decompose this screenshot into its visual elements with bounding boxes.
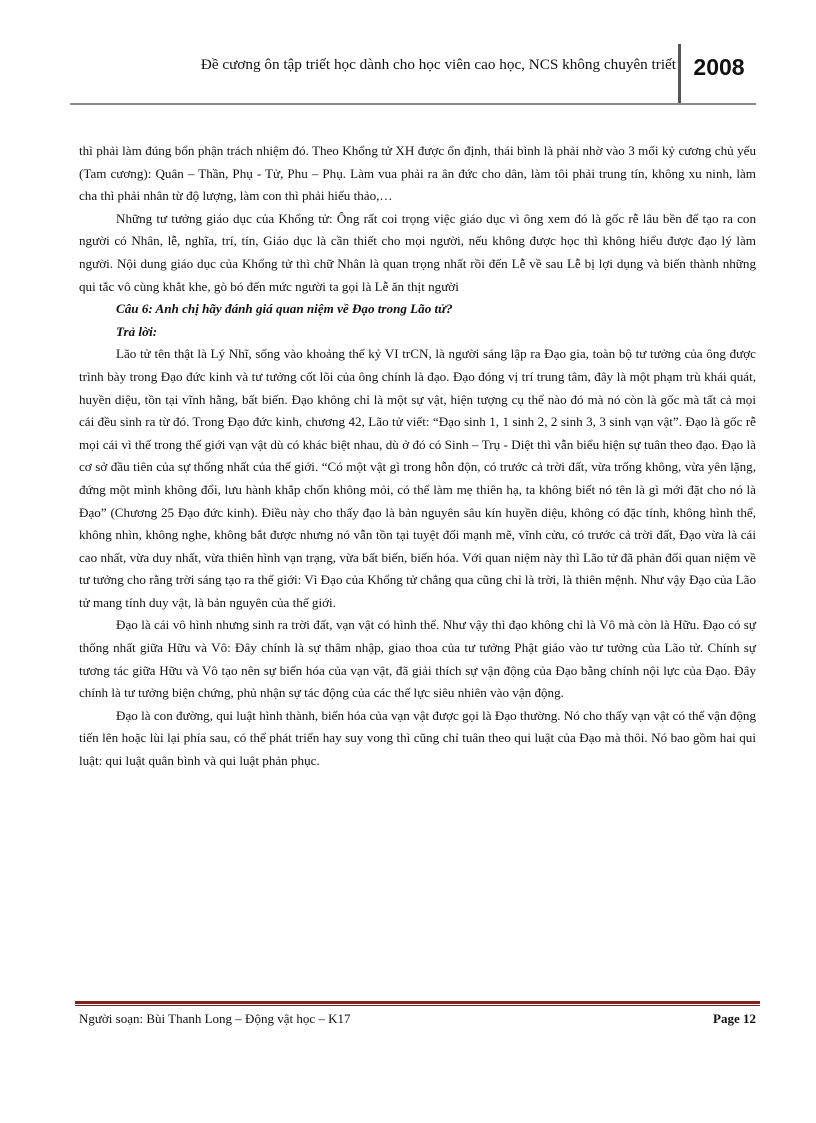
page-content — [79, 140, 756, 773]
header-rule — [70, 103, 756, 105]
paragraph-continuation: thì phải làm đúng bổn phận trách nhiệm đó. Theo Khổng tử XH được ổn định, thái bình là phải nhờ vào 3 mối kỷ cương chủ yếu (Tam cương): Quân – Thần, Phụ - Tử, Phu – Phụ. Làm vua phải ra ân đức cho dân, làm tôi phải trung tín, không xu ninh, làm cha thì phải nhân từ độ lượng, làm con thì phải hiếu thảo,… — [79, 143, 756, 204]
answer-label: Trả lời: — [116, 323, 158, 339]
paragraph-dao-thuong: Đạo là con đường, qui luật hình thành, biến hóa của vạn vật được gọi là Đạo thường. Nó cho thấy vạn vật có thể vận động tiến lên hoặc lùi lại phía sau, có thể phát triển hay suy vong thì cũng chỉ tuân theo qui luật của Đạo mà thôi. Nó bao gồm hai qui luật: qui luật quân bình và qui luật phản phục. — [79, 707, 756, 769]
footer-rule-thick — [75, 1001, 760, 1004]
paragraph-confucius-education: Những tư tưởng giáo dục của Khổng tử: Ông rất coi trọng việc giáo dục vì ông xem đó là gốc rễ lâu bền để tạo ra con người có Nhân, lễ, nghĩa, trí, tín, Giáo dục là cần thiết cho mọi người, nếu không được học thì không hiểu được đạo lý làm người. Nội dung giáo dục của Khổng tử thì chữ Nhân là quan trọng nhất rồi đến Lễ về sau Lễ bị lợi dụng và biến thành những qui tắc vô cùng khắt khe, gò bó đến mức người ta gọi là Lễ ăn thịt người — [79, 210, 756, 294]
header-year: 2008 — [693, 54, 745, 80]
question-heading: Câu 6: Anh chị hãy đánh giá quan niệm về Đạo trong Lão tử? — [116, 301, 453, 317]
paragraph-laozi-intro: Lão tử tên thật là Lý Nhĩ, sống vào khoảng thế kỷ VI trCN, là người sáng lập ra Đạo gia, toàn bộ tư tưởng của ông được trình bày trong Đạo đức kinh và tư tưởng cốt lõi của ông chính là đạo. Đạo đóng vị trí trung tâm, đây là một phạm trù khái quát, huyền diệu, tồn tại vĩnh hằng, bất biến. Đạo không chỉ là một sự vật, hiện tượng cụ thể nào đó mà nó còn là gốc mà tất cả mọi cái đều sinh ra từ đó. Trong Đạo đức kinh, chương 42, Lão tử viết: “Đạo sinh 1, 1 sinh 2, 2 sinh 3, 3 sinh vạn vật”. Đạo là gốc rễ mọi cái vì thế trong thế giới vạn vật dù có khác biệt nhau, dù ở đó có Sinh – Trụ - Diệt thì vẫn biểu hiện sự tuân theo đạo. Đạo là cơ sở đầu tiên của sự thống nhất của thế giới. “Có một vật gì trong hỗn độn, có trước cả trời đất, vừa trống không, vừa yên lặng, đứng một mình không đổi, lưu hành khắp chốn không mỏi, có thể làm mẹ thiên hạ, ta không biết nó tên là gì mới đặt cho nó là Đạo” (Chương 25 Đạo đức kinh). Điều này cho thấy đạo là bản nguyên sâu kín huyền diệu, không có đặc tính, không hình thể, không nhìn, không nghe, không bắt được nhưng nó vẫn tồn tại tuyệt đối mạnh mẽ, vĩnh cửu, có trước cả trời đất, Đạo vừa là cái cao nhất, vừa duy nhất, vừa thiên hình vạn trạng, vừa bất biến, biến hóa. Với quan niệm này thì Lão tử đã phản đối quan niệm về tư tưởng cho rằng trời sáng tạo ra thế giới: Vì Đạo của Khổng tử chẳng qua cũng chỉ là trời, là thiên mệnh. Như vậy Đạo của Lão tử mang tính duy vật, là bản nguyên của thế giới. — [79, 346, 756, 610]
page-header — [70, 38, 756, 104]
footer-rule-thin — [75, 1005, 760, 1006]
footer-author: Người soạn: Bùi Thanh Long – Động vật học – K17 — [79, 1011, 351, 1026]
page-number: Page 12 — [713, 1011, 756, 1026]
header-title: Đề cương ôn tập triết học dành cho học viên cao học, NCS không chuyên triết — [200, 56, 676, 73]
paragraph-huu-vo: Đạo là cái vô hình nhưng sinh ra trời đất, vạn vật có hình thể. Như vậy thì đạo không chỉ là Vô mà còn là Hữu. Đạo có sự thống nhất giữa Hữu và Vô: Đây chính là sự thâm nhập, giao thoa của tư tưởng Phật giáo vào tư tưởng của Lão tử. Chính sự tương tác giữa Hữu và Vô tạo nên sự biến hóa của vạn vật, đã giải thích sự vận động của Đạo bằng chính nội lực của Đạo. Đây chính là tư tưởng biện chứng, phủ nhận sự tác động của các thế lực siêu nhiên vào vận động. — [79, 617, 756, 701]
header-divider — [678, 44, 681, 104]
